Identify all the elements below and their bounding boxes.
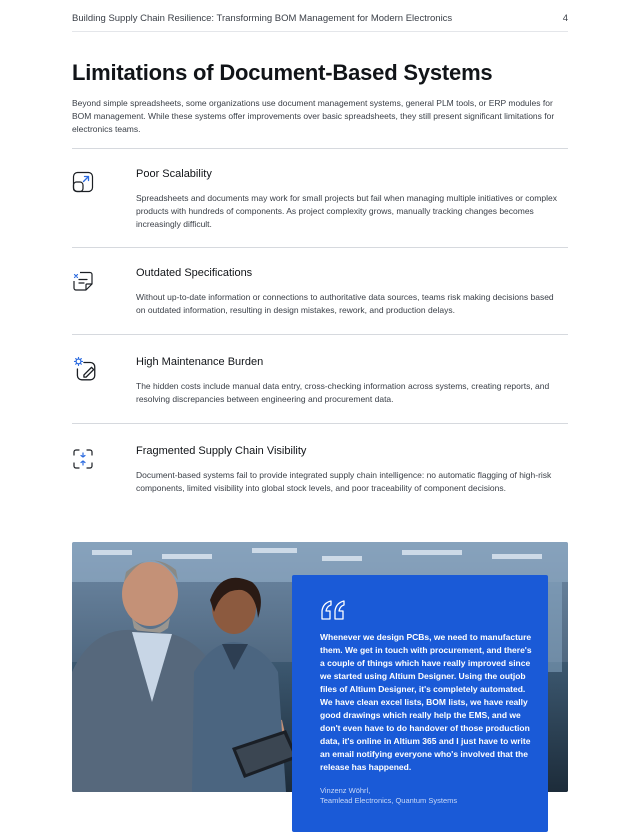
outdated-document-icon (72, 270, 94, 292)
maintenance-icon (72, 356, 98, 382)
testimonial-quote: Whenever we design PCBs, we need to manufacture them. We get in touch with procurement, and there's a couple of things which have really improved since we started using Altium Designer. Using the outjob files of Altium Designer, it's completely automated. We have clean excel lists, BOM lists, we have really good drawings which really help the EMS, and we don't even have to do handover of those production data, it's online in Altium 365 and I just have to write an email notifying everyone who's involved that the release has happened. (320, 632, 532, 772)
item-text: Without up-to-date information or connections to authoritative data sources, teams risk making decisions based on outdated information, resulting in design mistakes, rework, and production delays. (136, 292, 554, 315)
item-text: Spreadsheets and documents may work for small projects but fail when managing multiple initiatives or complex products with hundreds of components. As project complexity grows, manually tracking changes becomes increasingly difficult. (136, 193, 557, 229)
item-title: Poor Scalability (136, 168, 212, 180)
quote-mark-icon (320, 599, 346, 621)
divider (72, 247, 568, 248)
scalability-icon (72, 171, 94, 193)
item-title: Fragmented Supply Chain Visibility (136, 445, 307, 457)
running-header (72, 13, 568, 24)
section-intro: Beyond simple spreadsheets, some organizations use document management systems, general PLM tools, or ERP modules for BOM management. While these systems offer improvements over basic spreadsheets, they still present significant limitations for electronics teams. (72, 98, 555, 134)
item-title: High Maintenance Burden (136, 356, 264, 368)
section-title: Limitations of Document-Based Systems (72, 60, 493, 85)
fragmented-visibility-icon (72, 448, 94, 470)
testimonial-author: Vinzenz Wöhrl, (320, 786, 371, 795)
item-text: Document-based systems fail to provide integrated supply chain intelligence: no automatic flagging of high-risk components, limited visibility into global stock levels, and poor traceability of component decisions. (136, 470, 552, 493)
divider (72, 423, 568, 424)
page-number: 4 (562, 13, 568, 24)
divider (72, 334, 568, 335)
header-divider (72, 31, 568, 32)
item-title: Outdated Specifications (136, 267, 253, 279)
document-title: Building Supply Chain Resilience: Transforming BOM Management for Modern Electronics (72, 13, 453, 24)
testimonial-attribution (320, 786, 532, 806)
divider (72, 148, 568, 149)
testimonial-card (292, 575, 548, 832)
item-text: The hidden costs include manual data entry, cross-checking information across systems, creating reports, and resolving discrepancies between engineering and procurement data. (136, 381, 550, 404)
testimonial-role: Teamlead Electronics, Quantum Systems (320, 796, 458, 805)
